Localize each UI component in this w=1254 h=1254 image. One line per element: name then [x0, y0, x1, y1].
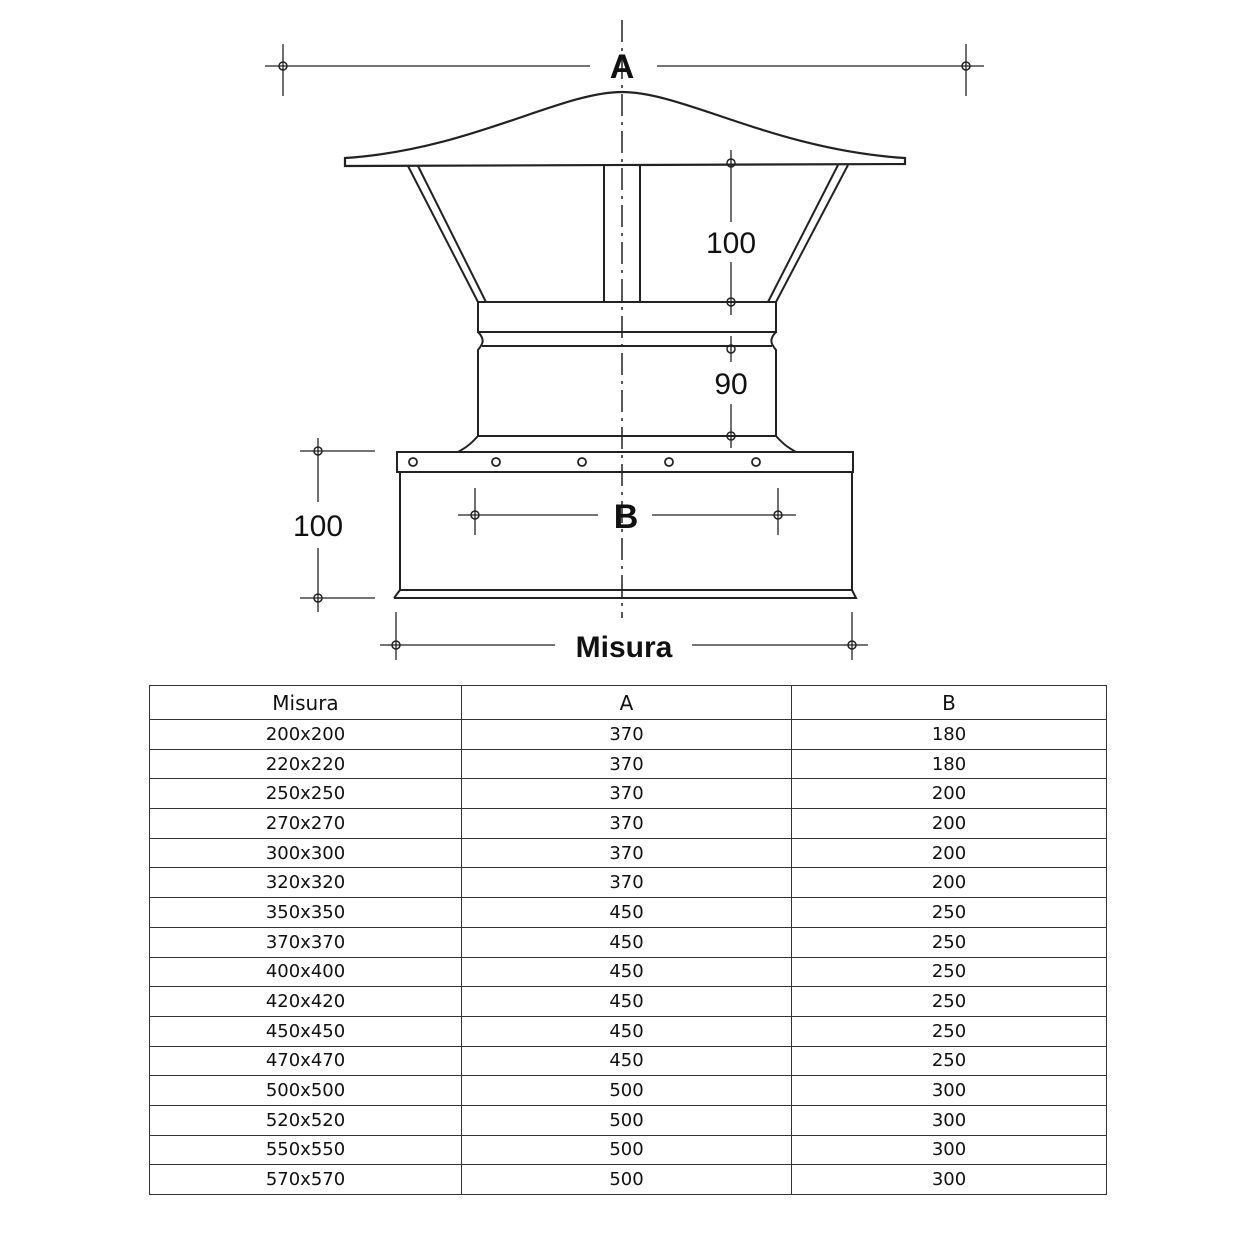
table-row [150, 1165, 1107, 1195]
table-row [150, 868, 1107, 898]
cell-b: 250 [792, 1016, 1107, 1046]
cell-misura: 300x300 [150, 838, 462, 868]
label-b: B [613, 498, 639, 536]
cell-misura: 320x320 [150, 868, 462, 898]
cell-b: 300 [792, 1076, 1107, 1106]
table-row [150, 1076, 1107, 1106]
cell-a: 450 [462, 1046, 792, 1076]
cell-b: 300 [792, 1135, 1107, 1165]
table-row [150, 779, 1107, 809]
cell-b: 250 [792, 1046, 1107, 1076]
cell-a: 370 [462, 720, 792, 750]
base-bottom-lip [394, 590, 856, 598]
table-row [150, 1105, 1107, 1135]
table-row [150, 1016, 1107, 1046]
table-row [150, 809, 1107, 839]
cell-a: 370 [462, 809, 792, 839]
cell-b: 250 [792, 927, 1107, 957]
table-row [150, 957, 1107, 987]
cell-misura: 400x400 [150, 957, 462, 987]
cell-b: 180 [792, 749, 1107, 779]
table-row [150, 1046, 1107, 1076]
cell-b: 300 [792, 1165, 1107, 1195]
cell-a: 500 [462, 1105, 792, 1135]
cell-misura: 220x220 [150, 749, 462, 779]
cell-b: 300 [792, 1105, 1107, 1135]
table-row [150, 1135, 1107, 1165]
label-base-height: 100 [292, 510, 344, 543]
cell-a: 450 [462, 987, 792, 1017]
cell-b: 200 [792, 809, 1107, 839]
cell-misura: 470x470 [150, 1046, 462, 1076]
size-table [149, 685, 1107, 1195]
cell-a: 370 [462, 838, 792, 868]
cell-b: 180 [792, 720, 1107, 750]
header-misura: Misura [150, 686, 462, 720]
header-b: B [792, 686, 1107, 720]
cell-a: 450 [462, 957, 792, 987]
cell-b: 200 [792, 838, 1107, 868]
table-row [150, 749, 1107, 779]
cell-a: 370 [462, 749, 792, 779]
cell-a: 450 [462, 898, 792, 928]
cell-misura: 350x350 [150, 898, 462, 928]
cell-b: 250 [792, 898, 1107, 928]
hood-cone [408, 165, 848, 302]
hood-cap [345, 92, 905, 166]
cell-a: 500 [462, 1135, 792, 1165]
cell-a: 450 [462, 927, 792, 957]
header-a: A [462, 686, 792, 720]
cell-misura: 570x570 [150, 1165, 462, 1195]
cell-a: 370 [462, 868, 792, 898]
cell-misura: 550x550 [150, 1135, 462, 1165]
cell-misura: 420x420 [150, 987, 462, 1017]
cell-b: 250 [792, 957, 1107, 987]
table-row [150, 838, 1107, 868]
cell-a: 500 [462, 1165, 792, 1195]
table-header-row [150, 686, 1107, 720]
rivet-row [409, 458, 760, 466]
cell-b: 250 [792, 987, 1107, 1017]
cell-a: 370 [462, 779, 792, 809]
cell-misura: 500x500 [150, 1076, 462, 1106]
table-row [150, 927, 1107, 957]
cell-misura: 520x520 [150, 1105, 462, 1135]
cell-misura: 270x270 [150, 809, 462, 839]
label-collar-height: 90 [714, 368, 748, 401]
base-flare [458, 436, 796, 452]
label-hood-height: 100 [705, 227, 757, 260]
cell-b: 200 [792, 868, 1107, 898]
cell-misura: 450x450 [150, 1016, 462, 1046]
cell-misura: 250x250 [150, 779, 462, 809]
cell-b: 200 [792, 779, 1107, 809]
cell-misura: 370x370 [150, 927, 462, 957]
label-a: A [609, 48, 635, 86]
table-body [150, 720, 1107, 1195]
cell-a: 450 [462, 1016, 792, 1046]
label-misura: Misura [575, 631, 673, 664]
table-row [150, 898, 1107, 928]
cell-misura: 200x200 [150, 720, 462, 750]
table-row [150, 720, 1107, 750]
cell-a: 500 [462, 1076, 792, 1106]
table-row [150, 987, 1107, 1017]
base-flange [397, 452, 853, 472]
